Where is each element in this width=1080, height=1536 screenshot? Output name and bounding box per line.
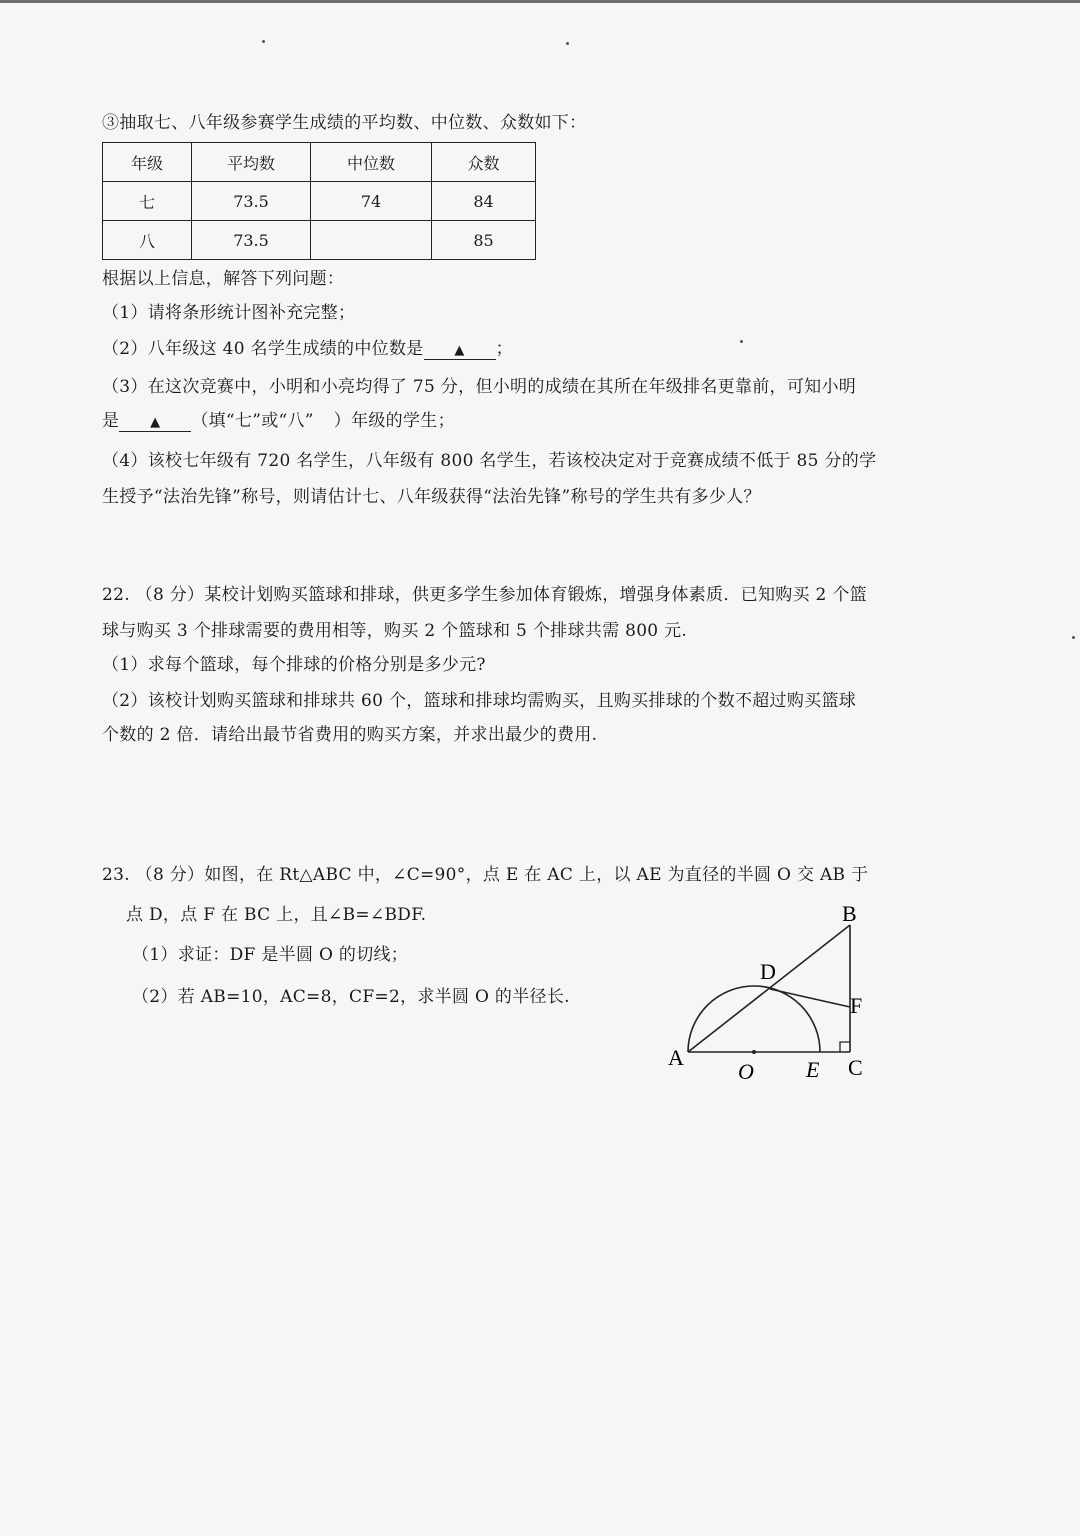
- q22-part2-line1: （2）该校计划购买篮球和排球共 60 个，篮球和排球均需购买，且购买排球的个数不超过购买篮球: [102, 691, 857, 711]
- triangle-icon: ▲: [150, 415, 161, 430]
- scan-speck: [262, 40, 265, 43]
- cell-median: [311, 221, 432, 260]
- triangle-icon: ▲: [454, 343, 465, 358]
- q21-part2: [102, 334, 513, 360]
- q22-part2-line2: 个数的 2 倍．请给出最节省费用的购买方案，并求出最少的费用.: [102, 725, 598, 745]
- q21-part3-fill-hint: （填“七”或“八”: [191, 411, 314, 431]
- q21-part1: （1）请将条形统计图补充完整；: [102, 303, 356, 323]
- q21-part2-text: （2）八年级这 40 名学生成绩的中位数是: [102, 339, 424, 359]
- cell-mean: 73.5: [192, 221, 311, 260]
- header-grade: 年级: [103, 143, 192, 182]
- cell-mode: 85: [432, 221, 536, 260]
- q21-part3-is: 是: [102, 411, 120, 431]
- header-mode: 众数: [432, 143, 536, 182]
- q21-part3-line2: [102, 406, 455, 432]
- table-intro: ③抽取七、八年级参赛学生成绩的平均数、中位数、众数如下：: [102, 113, 587, 133]
- label-a: A: [668, 1045, 684, 1070]
- q23-part2: （2）若 AB=10，AC=8，CF=2，求半圆 O 的半径长.: [132, 987, 570, 1007]
- label-b: B: [842, 901, 857, 926]
- segment-ab: [688, 925, 850, 1052]
- answer-blank: [119, 411, 191, 432]
- header-median: 中位数: [311, 143, 432, 182]
- q21-part3-end: ）年级的学生；: [333, 411, 455, 431]
- q23-line2: 点 D，点 F 在 BC 上，且∠B=∠BDF.: [126, 905, 427, 925]
- cell-grade: 八: [103, 221, 192, 260]
- stats-table: [102, 142, 536, 260]
- label-d: D: [760, 959, 776, 984]
- answer-blank: [424, 339, 496, 360]
- scan-speck: [740, 340, 743, 343]
- label-c: C: [848, 1055, 863, 1080]
- q21-part2-end: ；: [495, 339, 513, 359]
- q21-part3-line1: （3）在这次竞赛中，小明和小亮均得了 75 分，但小明的成绩在其所在年级排名更靠前，可知小明: [102, 377, 857, 397]
- header-mean: 平均数: [192, 143, 311, 182]
- cell-grade: 七: [103, 182, 192, 221]
- cell-mean: 73.5: [192, 182, 311, 221]
- q21-part4-line2: 生授予“法治先锋”称号，则请估计七、八年级获得“法治先锋”称号的学生共有多少人？: [102, 487, 761, 507]
- scan-top-edge: [0, 0, 1080, 3]
- table-row: [103, 182, 536, 221]
- cell-mode: 84: [432, 182, 536, 221]
- right-angle-mark: [840, 1042, 850, 1052]
- label-o: O: [738, 1059, 754, 1084]
- table-row: [103, 221, 536, 260]
- scan-speck: [1072, 636, 1075, 639]
- q23-part1: （1）求证：DF 是半圆 O 的切线；: [132, 945, 409, 965]
- label-f: F: [850, 993, 863, 1018]
- segment-df: [770, 989, 850, 1007]
- label-e: E: [806, 1057, 820, 1082]
- table-header-row: [103, 143, 536, 182]
- q21-part4-line1: （4）该校七年级有 720 名学生，八年级有 800 名学生，若该校决定对于竞赛成绩不低于 85 分的学: [102, 451, 877, 471]
- q22-line2: 球与购买 3 个排球需要的费用相等，购买 2 个篮球和 5 个排球共需 800 元.: [102, 621, 688, 641]
- scan-speck: [566, 42, 569, 45]
- q22-line1: 22. （8 分）某校计划购买篮球和排球，供更多学生参加体育锻炼，增强身体素质．已知购买 2 个篮: [102, 585, 867, 605]
- center-point-o: [752, 1050, 756, 1054]
- q23-line1: 23. （8 分）如图，在 Rt△ABC 中，∠C=90°，点 E 在 AC 上，以 AE 为直径的半圆 O 交 AB 于: [102, 865, 869, 885]
- geometry-figure: [660, 895, 880, 1085]
- cell-median: 74: [311, 182, 432, 221]
- q21-lead: 根据以上信息，解答下列问题：: [102, 269, 345, 289]
- q22-part1: （1）求每个篮球，每个排球的价格分别是多少元?: [102, 655, 486, 675]
